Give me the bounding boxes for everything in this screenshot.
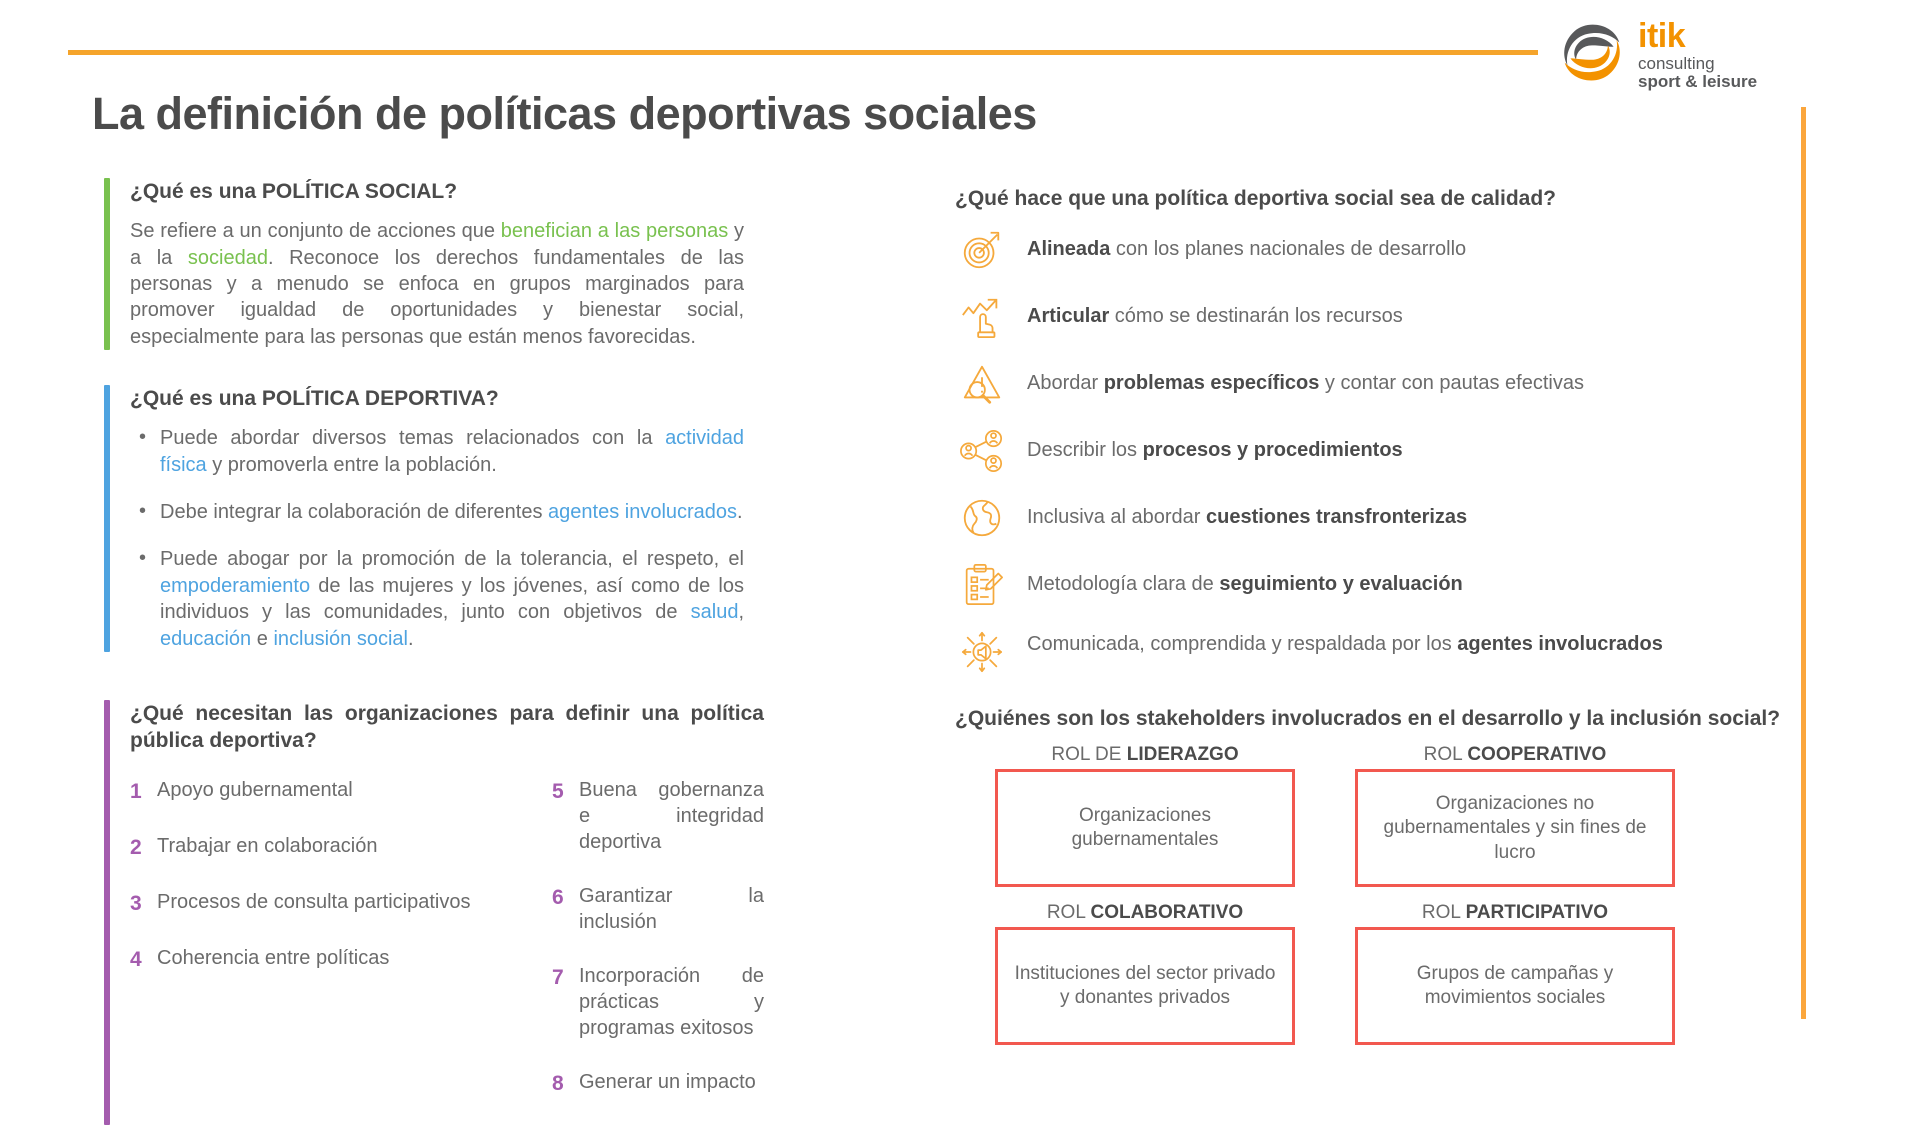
item-number: 7 bbox=[552, 965, 564, 989]
stakeholder-card-text: Organizaciones no gubernamentales y sin fines de lucro bbox=[1383, 792, 1647, 863]
stakeholder-card-text: Grupos de campañas y movimientos sociales bbox=[1416, 963, 1614, 1009]
globe-icon bbox=[955, 491, 1009, 545]
logo-brand-name: itik bbox=[1638, 16, 1686, 55]
sport-policy-bullets bbox=[130, 425, 744, 652]
block-sport-policy bbox=[104, 385, 744, 652]
quality-item bbox=[955, 424, 1800, 478]
numbered-item bbox=[552, 883, 764, 935]
stakeholder-card bbox=[1355, 744, 1675, 887]
stakeholder-card-box bbox=[1355, 927, 1675, 1045]
stakeholder-card-label: ROL COOPERATIVO bbox=[1413, 744, 1618, 766]
list-item: • Puede abordar diversos temas relacionados con la actividad física y promoverla entre la población. bbox=[130, 425, 744, 478]
numbered-item bbox=[130, 833, 530, 861]
stakeholders-section bbox=[955, 705, 1815, 1045]
top-orange-rule bbox=[68, 50, 1538, 55]
quality-heading: ¿Qué hace que una política deportiva social sea de calidad? bbox=[955, 187, 1557, 210]
stakeholder-card-box bbox=[1355, 769, 1675, 887]
numbered-item bbox=[552, 1069, 764, 1097]
block-social-policy bbox=[104, 178, 744, 350]
item-label: Apoyo gubernamental bbox=[157, 778, 353, 801]
item-number: 6 bbox=[552, 885, 564, 909]
quality-item bbox=[955, 491, 1800, 545]
stakeholder-card-box bbox=[995, 769, 1295, 887]
stakeholder-card-text: Instituciones del sector privado y donantes privados bbox=[1014, 963, 1276, 1009]
target-arrow-icon bbox=[955, 223, 1009, 277]
itik-logo-text bbox=[1638, 16, 1758, 91]
item-label: Buena gobernanza e integridad deportiva bbox=[579, 778, 764, 853]
clipboard-checklist-icon bbox=[955, 558, 1009, 612]
people-network-icon bbox=[955, 424, 1009, 478]
stakeholder-card-text: Organizaciones gubernamentales bbox=[1071, 805, 1219, 851]
org-needs-heading: ¿Qué necesitan las organizaciones para definir una política pública deportiva? bbox=[130, 702, 764, 753]
item-label: Incorporación de prácticas y programas exitosos bbox=[579, 964, 764, 1039]
sport-policy-heading: ¿Qué es una POLÍTICA DEPORTIVA? bbox=[130, 387, 499, 410]
org-needs-grid bbox=[130, 777, 764, 1125]
itik-logo bbox=[1556, 18, 1757, 90]
stakeholder-card bbox=[995, 744, 1295, 887]
itik-swoosh-icon bbox=[1556, 18, 1628, 90]
org-needs-column-left bbox=[130, 777, 530, 1125]
list-item: • Debe integrar la colaboración de diferentes agentes involucrados. bbox=[130, 499, 744, 525]
quality-item-text: Describir los procesos y procedimientos bbox=[1027, 439, 1403, 461]
numbered-item bbox=[130, 889, 530, 917]
quality-item bbox=[955, 290, 1800, 344]
item-number: 5 bbox=[552, 779, 564, 803]
stakeholder-card-box bbox=[995, 927, 1295, 1045]
numbered-item bbox=[130, 777, 530, 805]
org-needs-column-right bbox=[552, 777, 764, 1125]
social-policy-body: Se refiere a un conjunto de acciones que benefician a las personas y a la sociedad. Reconoce los derechos fundamentales de las personas y a menudo se enfoca en grupos marginados para promover igualdad de oportunidades y bienestar social, especialmente para las personas que están menos favorecidas. bbox=[130, 220, 744, 348]
quality-item-text: Metodología clara de seguimiento y evaluación bbox=[1027, 573, 1463, 595]
list-item: • Puede abogar por la promoción de la tolerancia, el respeto, el empoderamiento de las mujeres y los jóvenes, así como de los individuos y las comunidades, junto con objetivos de salud, educación e inclusión social. bbox=[130, 546, 744, 652]
stakeholder-card bbox=[1355, 902, 1675, 1045]
item-label: Procesos de consulta participativos bbox=[157, 891, 471, 914]
quality-item-text: Abordar problemas específicos y contar con pautas efectivas bbox=[1027, 372, 1584, 394]
page-title: La definición de políticas deportivas sociales bbox=[92, 88, 1037, 139]
hand-growth-chart-icon bbox=[955, 290, 1009, 344]
quality-item bbox=[955, 558, 1800, 612]
quality-list bbox=[955, 223, 1800, 692]
item-label: Generar un impacto bbox=[579, 1070, 756, 1093]
quality-item bbox=[955, 357, 1800, 411]
item-label: Trabajar en colaboración bbox=[157, 834, 378, 857]
item-number: 4 bbox=[130, 948, 142, 972]
item-label: Coherencia entre políticas bbox=[157, 947, 390, 970]
stakeholders-heading: ¿Quiénes son los stakeholders involucrados en el desarrollo y la inclusión social? bbox=[955, 707, 1781, 730]
social-policy-heading: ¿Qué es una POLÍTICA SOCIAL? bbox=[130, 180, 458, 203]
stakeholders-grid bbox=[995, 744, 1815, 1045]
quality-item-text: Alineada con los planes nacionales de desarrollo bbox=[1027, 238, 1467, 260]
numbered-item bbox=[552, 777, 764, 855]
item-number: 1 bbox=[130, 779, 142, 803]
numbered-item bbox=[552, 963, 764, 1041]
quality-item-text: Articular cómo se destinarán los recursos bbox=[1027, 305, 1403, 327]
stakeholder-card-label: ROL PARTICIPATIVO bbox=[1411, 902, 1619, 924]
stakeholder-card-label: ROL DE LIDERAZGO bbox=[1040, 744, 1249, 766]
warning-magnifier-icon bbox=[955, 357, 1009, 411]
item-number: 3 bbox=[130, 892, 142, 916]
item-number: 8 bbox=[552, 1071, 564, 1095]
quality-item-text: Inclusiva al abordar cuestiones transfronterizas bbox=[1027, 506, 1468, 528]
quality-item-text: Comunicada, comprendida y respaldada por los agentes involucrados bbox=[1027, 633, 1663, 655]
item-label: Garantizar la inclusión bbox=[579, 884, 764, 933]
quality-item bbox=[955, 223, 1800, 277]
megaphone-broadcast-icon bbox=[955, 625, 1009, 679]
block-org-needs bbox=[104, 700, 764, 1125]
logo-tagline-consulting: consulting bbox=[1638, 53, 1715, 73]
quality-item bbox=[955, 625, 1800, 679]
stakeholder-card bbox=[995, 902, 1295, 1045]
item-number: 2 bbox=[130, 835, 142, 859]
numbered-item bbox=[130, 945, 530, 973]
stakeholder-card-label: ROL COLABORATIVO bbox=[1036, 902, 1254, 924]
logo-tagline-sport: sport & leisure bbox=[1638, 71, 1758, 91]
